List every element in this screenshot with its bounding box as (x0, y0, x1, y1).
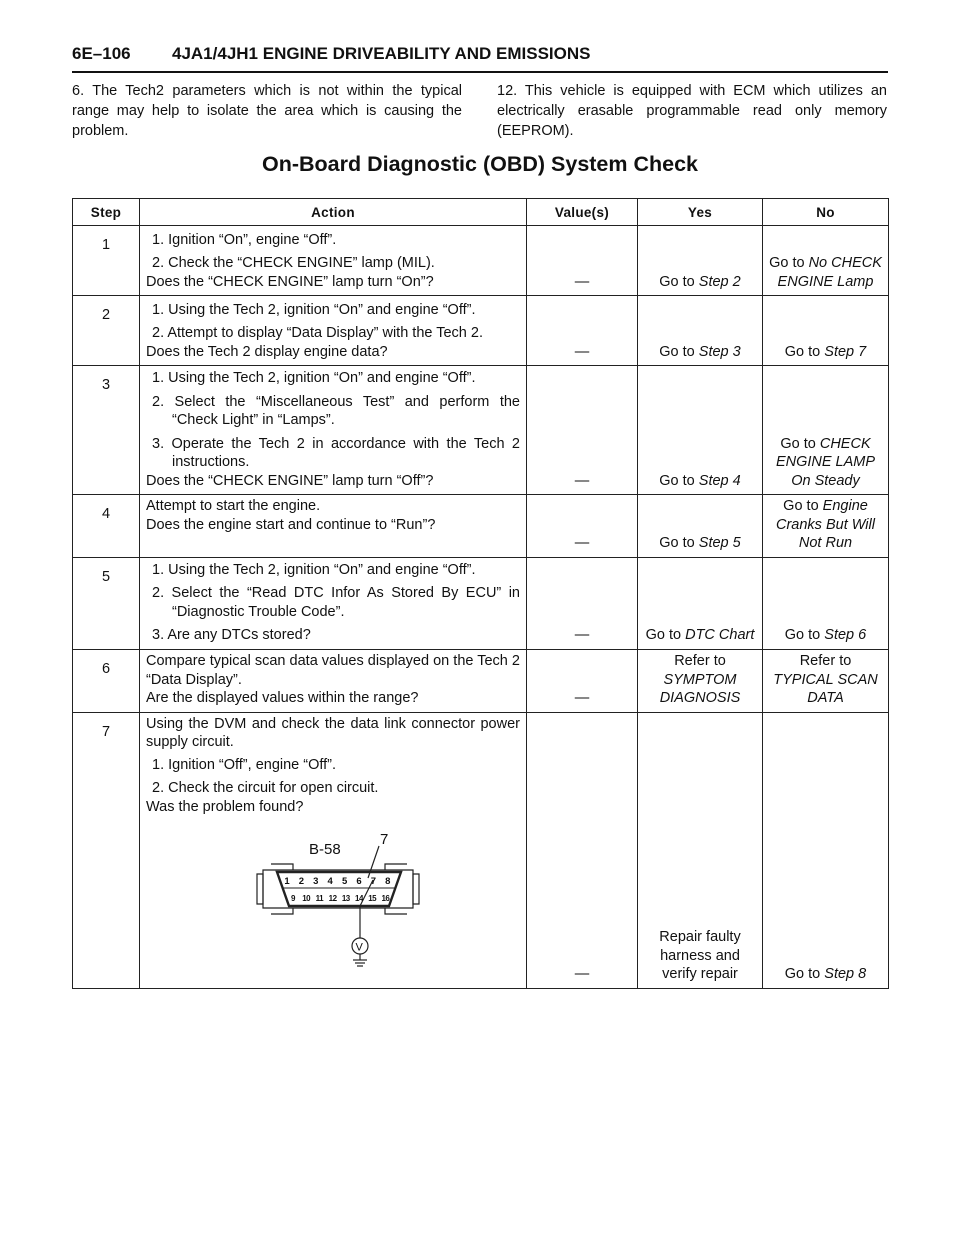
value-cell: — (527, 366, 638, 495)
header-rule (72, 71, 888, 73)
voltmeter-label: V (355, 941, 363, 954)
section-title: 4JA1/4JH1 ENGINE DRIVEABILITY AND EMISSIONS (172, 44, 591, 63)
table-row (73, 226, 889, 296)
no-cell (763, 557, 889, 649)
pin-number: 7 (370, 876, 377, 887)
action-question: Was the problem found? (146, 798, 304, 815)
action-item: 2. Check the “CHECK ENGINE” lamp (MIL). (152, 255, 435, 271)
step-number: 2 (73, 296, 140, 366)
action-item: 2. Attempt to display “Data Display” with the Tech 2. (152, 325, 483, 341)
pin-number: 11 (315, 894, 324, 903)
action-item: 1. Using the Tech 2, ignition “On” and engine “Off”. (152, 301, 476, 318)
table-row (73, 649, 889, 712)
no-cell (763, 712, 889, 988)
pin-number: 1 (284, 876, 290, 887)
pin-number: 15 (368, 894, 377, 903)
yes-prefix: Go to (659, 343, 699, 360)
step-number: 1 (73, 226, 140, 296)
header-no: No (763, 199, 889, 226)
value-cell: — (527, 296, 638, 366)
header-yes: Yes (638, 199, 763, 226)
value-cell: — (527, 495, 638, 558)
pin-number: 6 (356, 876, 362, 887)
action-item: 1. Ignition “On”, engine “Off”. (152, 231, 337, 248)
step-number: 6 (73, 649, 140, 712)
yes-prefix: Go to (645, 627, 686, 643)
step-number: 4 (73, 495, 140, 558)
dlc-connector-diagram (249, 830, 429, 970)
table-row (73, 366, 889, 495)
pin-callout-line (368, 846, 379, 878)
yes-cell (638, 557, 763, 649)
no-cell (763, 495, 889, 558)
yes-cell (638, 226, 763, 296)
no-link[interactable]: Step 8 (824, 966, 867, 982)
page-number: 6E–106 (72, 44, 131, 63)
pin-number: 9 (291, 894, 295, 903)
pin-number: 2 (298, 876, 305, 887)
action-text: Using the DVM and check the data link connector power supply circuit. (146, 715, 520, 750)
yes-cell (638, 296, 763, 366)
action-text: Attempt to start the engine. (146, 498, 321, 514)
pin-number: 14 (355, 894, 363, 903)
connector-label: B-58 (309, 841, 341, 858)
intro-note-6: 6. The Tech2 parameters which is not within the typical range may help to isolate the area which is causing the problem. (72, 83, 462, 139)
probe-wire (360, 880, 373, 938)
yes-link[interactable]: Step 4 (698, 472, 741, 489)
action-question: Are the displayed values within the range? (146, 690, 419, 706)
yes-prefix: Go to (659, 472, 699, 489)
no-link[interactable]: Engine Cranks But Will Not Run (776, 498, 875, 551)
pin-number: 4 (327, 876, 333, 887)
yes-link[interactable]: Step 5 (698, 535, 741, 551)
action-question: Does the “CHECK ENGINE” lamp turn “Off”? (146, 472, 434, 489)
action-cell (140, 557, 527, 649)
pins-top-row (284, 876, 390, 887)
yes-link[interactable]: Step 2 (698, 273, 741, 290)
no-link[interactable]: Step 6 (824, 627, 867, 643)
yes-prefix: Go to (659, 273, 699, 290)
yes-link[interactable]: Step 3 (698, 343, 741, 360)
value-cell: — (527, 712, 638, 988)
no-cell (763, 649, 889, 712)
table-row (73, 557, 889, 649)
action-item: 3. Operate the Tech 2 in accordance with the Tech 2 instructions. (152, 435, 520, 470)
connector-bottom-tabs (271, 908, 407, 914)
action-item: 2. Check the circuit for open circuit. (152, 780, 379, 796)
pin-number: 10 (302, 894, 311, 903)
page-header (72, 44, 888, 64)
pin-number: 12 (328, 894, 337, 903)
pin-number: 5 (341, 876, 348, 887)
yes-cell: Repair faulty harness and verify repair (638, 712, 763, 988)
no-link[interactable]: No CHECK ENGINE Lamp (777, 255, 882, 290)
action-cell (140, 226, 527, 296)
value-cell: — (527, 649, 638, 712)
no-prefix: Go to (780, 435, 820, 452)
table-row (73, 712, 889, 988)
action-item: 1. Using the Tech 2, ignition “On” and engine “Off”. (152, 561, 476, 578)
table-header-row (73, 199, 889, 226)
no-link[interactable]: TYPICAL SCAN DATA (773, 671, 878, 706)
intro-note-12: 12. This vehicle is equipped with ECM which utilizes an electrically erasable programmable read only memory (EEPROM). (497, 83, 887, 139)
no-cell (763, 226, 889, 296)
pin-number: 3 (313, 876, 319, 887)
no-prefix: Go to (784, 627, 825, 643)
header-values: Value(s) (527, 199, 638, 226)
table-row (73, 495, 889, 558)
action-cell (140, 495, 527, 558)
action-cell (140, 649, 527, 712)
action-text: Compare typical scan data values displayed on the Tech 2 “Data Display”. (146, 653, 520, 688)
action-cell (140, 296, 527, 366)
action-item: 2. Select the “Read DTC Infor As Stored By ECU” in “Diagnostic Trouble Code”. (152, 585, 520, 620)
step-number: 5 (73, 557, 140, 649)
no-link[interactable]: CHECK ENGINE LAMP On Steady (775, 435, 876, 489)
action-question: Does the “CHECK ENGINE” lamp turn “On”? (146, 273, 434, 290)
yes-link[interactable]: SYMPTOM DIAGNOSIS (659, 671, 741, 706)
yes-cell (638, 495, 763, 558)
yes-cell (638, 366, 763, 495)
value-cell: — (527, 557, 638, 649)
action-cell (140, 366, 527, 495)
no-prefix: Go to (784, 966, 825, 982)
header-action: Action (140, 199, 527, 226)
pins-bottom-row (291, 894, 390, 903)
pin-number: 13 (341, 894, 350, 903)
yes-prefix: Go to (659, 535, 699, 551)
yes-link[interactable]: DTC Chart (685, 627, 755, 643)
no-cell (763, 296, 889, 366)
step-number: 7 (73, 712, 140, 988)
action-item: 2. Select the “Miscellaneous Test” and perform the “Check Light” in “Lamps”. (152, 393, 520, 428)
yes-cell (638, 649, 763, 712)
step-number: 3 (73, 366, 140, 495)
action-question: Does the engine start and continue to “Run”? (146, 516, 436, 533)
no-prefix: Go to (769, 255, 809, 271)
connector-top-tabs (271, 864, 407, 870)
pin-callout-label: 7 (380, 831, 389, 848)
diagnostic-table (72, 198, 889, 989)
no-prefix: Go to (783, 498, 823, 514)
table-row (73, 296, 889, 366)
value-cell: — (527, 226, 638, 296)
no-prefix: Refer to (799, 653, 852, 669)
action-question: Does the Tech 2 display engine data? (146, 343, 388, 360)
pin-number: 8 (385, 876, 391, 887)
no-link[interactable]: Step 7 (824, 343, 867, 360)
action-item: 1. Ignition “Off”, engine “Off”. (152, 756, 337, 773)
no-cell (763, 366, 889, 495)
action-question: 3. Are any DTCs stored? (152, 627, 311, 643)
page-title: On-Board Diagnostic (OBD) System Check (261, 152, 699, 176)
action-item: 1. Using the Tech 2, ignition “On” and engine “Off”. (152, 370, 476, 386)
yes-prefix: Refer to (674, 653, 726, 669)
no-prefix: Go to (784, 343, 825, 360)
header-step: Step (73, 199, 140, 226)
pin-number: 16 (381, 894, 390, 903)
action-cell (140, 712, 527, 988)
